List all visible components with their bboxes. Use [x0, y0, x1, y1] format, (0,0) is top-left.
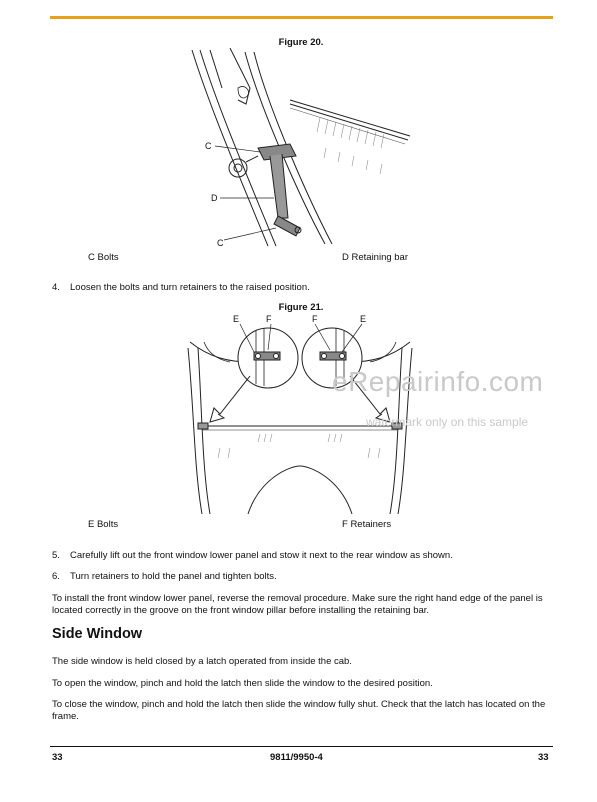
step-6-text: Turn retainers to hold the panel and tighten bolts. [70, 571, 277, 582]
figure-20-label-c-top: C [205, 141, 212, 151]
side-window-paragraph-2: To open the window, pinch and hold the latch then slide the window to the desired position. [52, 678, 433, 689]
step-5-text: Carefully lift out the front window lower panel and stow it next to the rear window as shown. [70, 550, 453, 561]
figure-20-title: Figure 20. [278, 37, 324, 48]
footer-document-code: 9811/9950-4 [270, 752, 323, 763]
side-window-paragraph-3: To close the window, pinch and hold the latch then slide the window fully shut. Check that the latch has located on the frame. [52, 699, 546, 722]
step-5-number: 5. [52, 550, 60, 561]
footer-page-number-left: 33 [52, 752, 63, 763]
figure-20-legend-retaining-bar: D Retaining bar [342, 252, 409, 263]
step-4-number: 4. [52, 282, 60, 293]
figure-20-label-c-bottom: C [217, 238, 224, 248]
watermark-site: eRepairinfo.com [332, 366, 544, 397]
figure-21-label-f-right: F [312, 314, 318, 324]
figure-21-title: Figure 21. [278, 302, 324, 313]
step-6-number: 6. [52, 571, 60, 582]
step-4 [52, 282, 310, 293]
figure-20-label-d: D [211, 193, 218, 203]
step-6 [52, 571, 277, 582]
figure-21-legend-bolts: E Bolts [88, 519, 119, 530]
step-5 [52, 550, 453, 561]
install-paragraph: To install the front window lower panel, reverse the removal procedure. Make sure the right hand edge of the panel is located correctly in the groove on the front window pillar before installing the retaining bar. [52, 593, 543, 616]
step-4-text: Loosen the bolts and turn retainers to the raised position. [70, 282, 310, 293]
header-rule [50, 16, 553, 19]
figure-20-legend-bolts: C Bolts [88, 252, 119, 263]
figure-21-label-e-left: E [233, 314, 240, 324]
footer-rule [50, 746, 553, 747]
section-heading-side-window: Side Window [52, 626, 143, 642]
figure-20-illustration [150, 48, 420, 248]
side-window-paragraph-1: The side window is held closed by a latch operated from inside the cab. [52, 656, 352, 667]
watermark-note: watermark only on this sample [366, 415, 529, 429]
figure-21-label-e-right: E [360, 314, 367, 324]
figure-21-legend-retainers: F Retainers [342, 519, 392, 530]
footer-page-number-right: 33 [538, 752, 549, 763]
figure-21-label-f-left: F [266, 314, 272, 324]
